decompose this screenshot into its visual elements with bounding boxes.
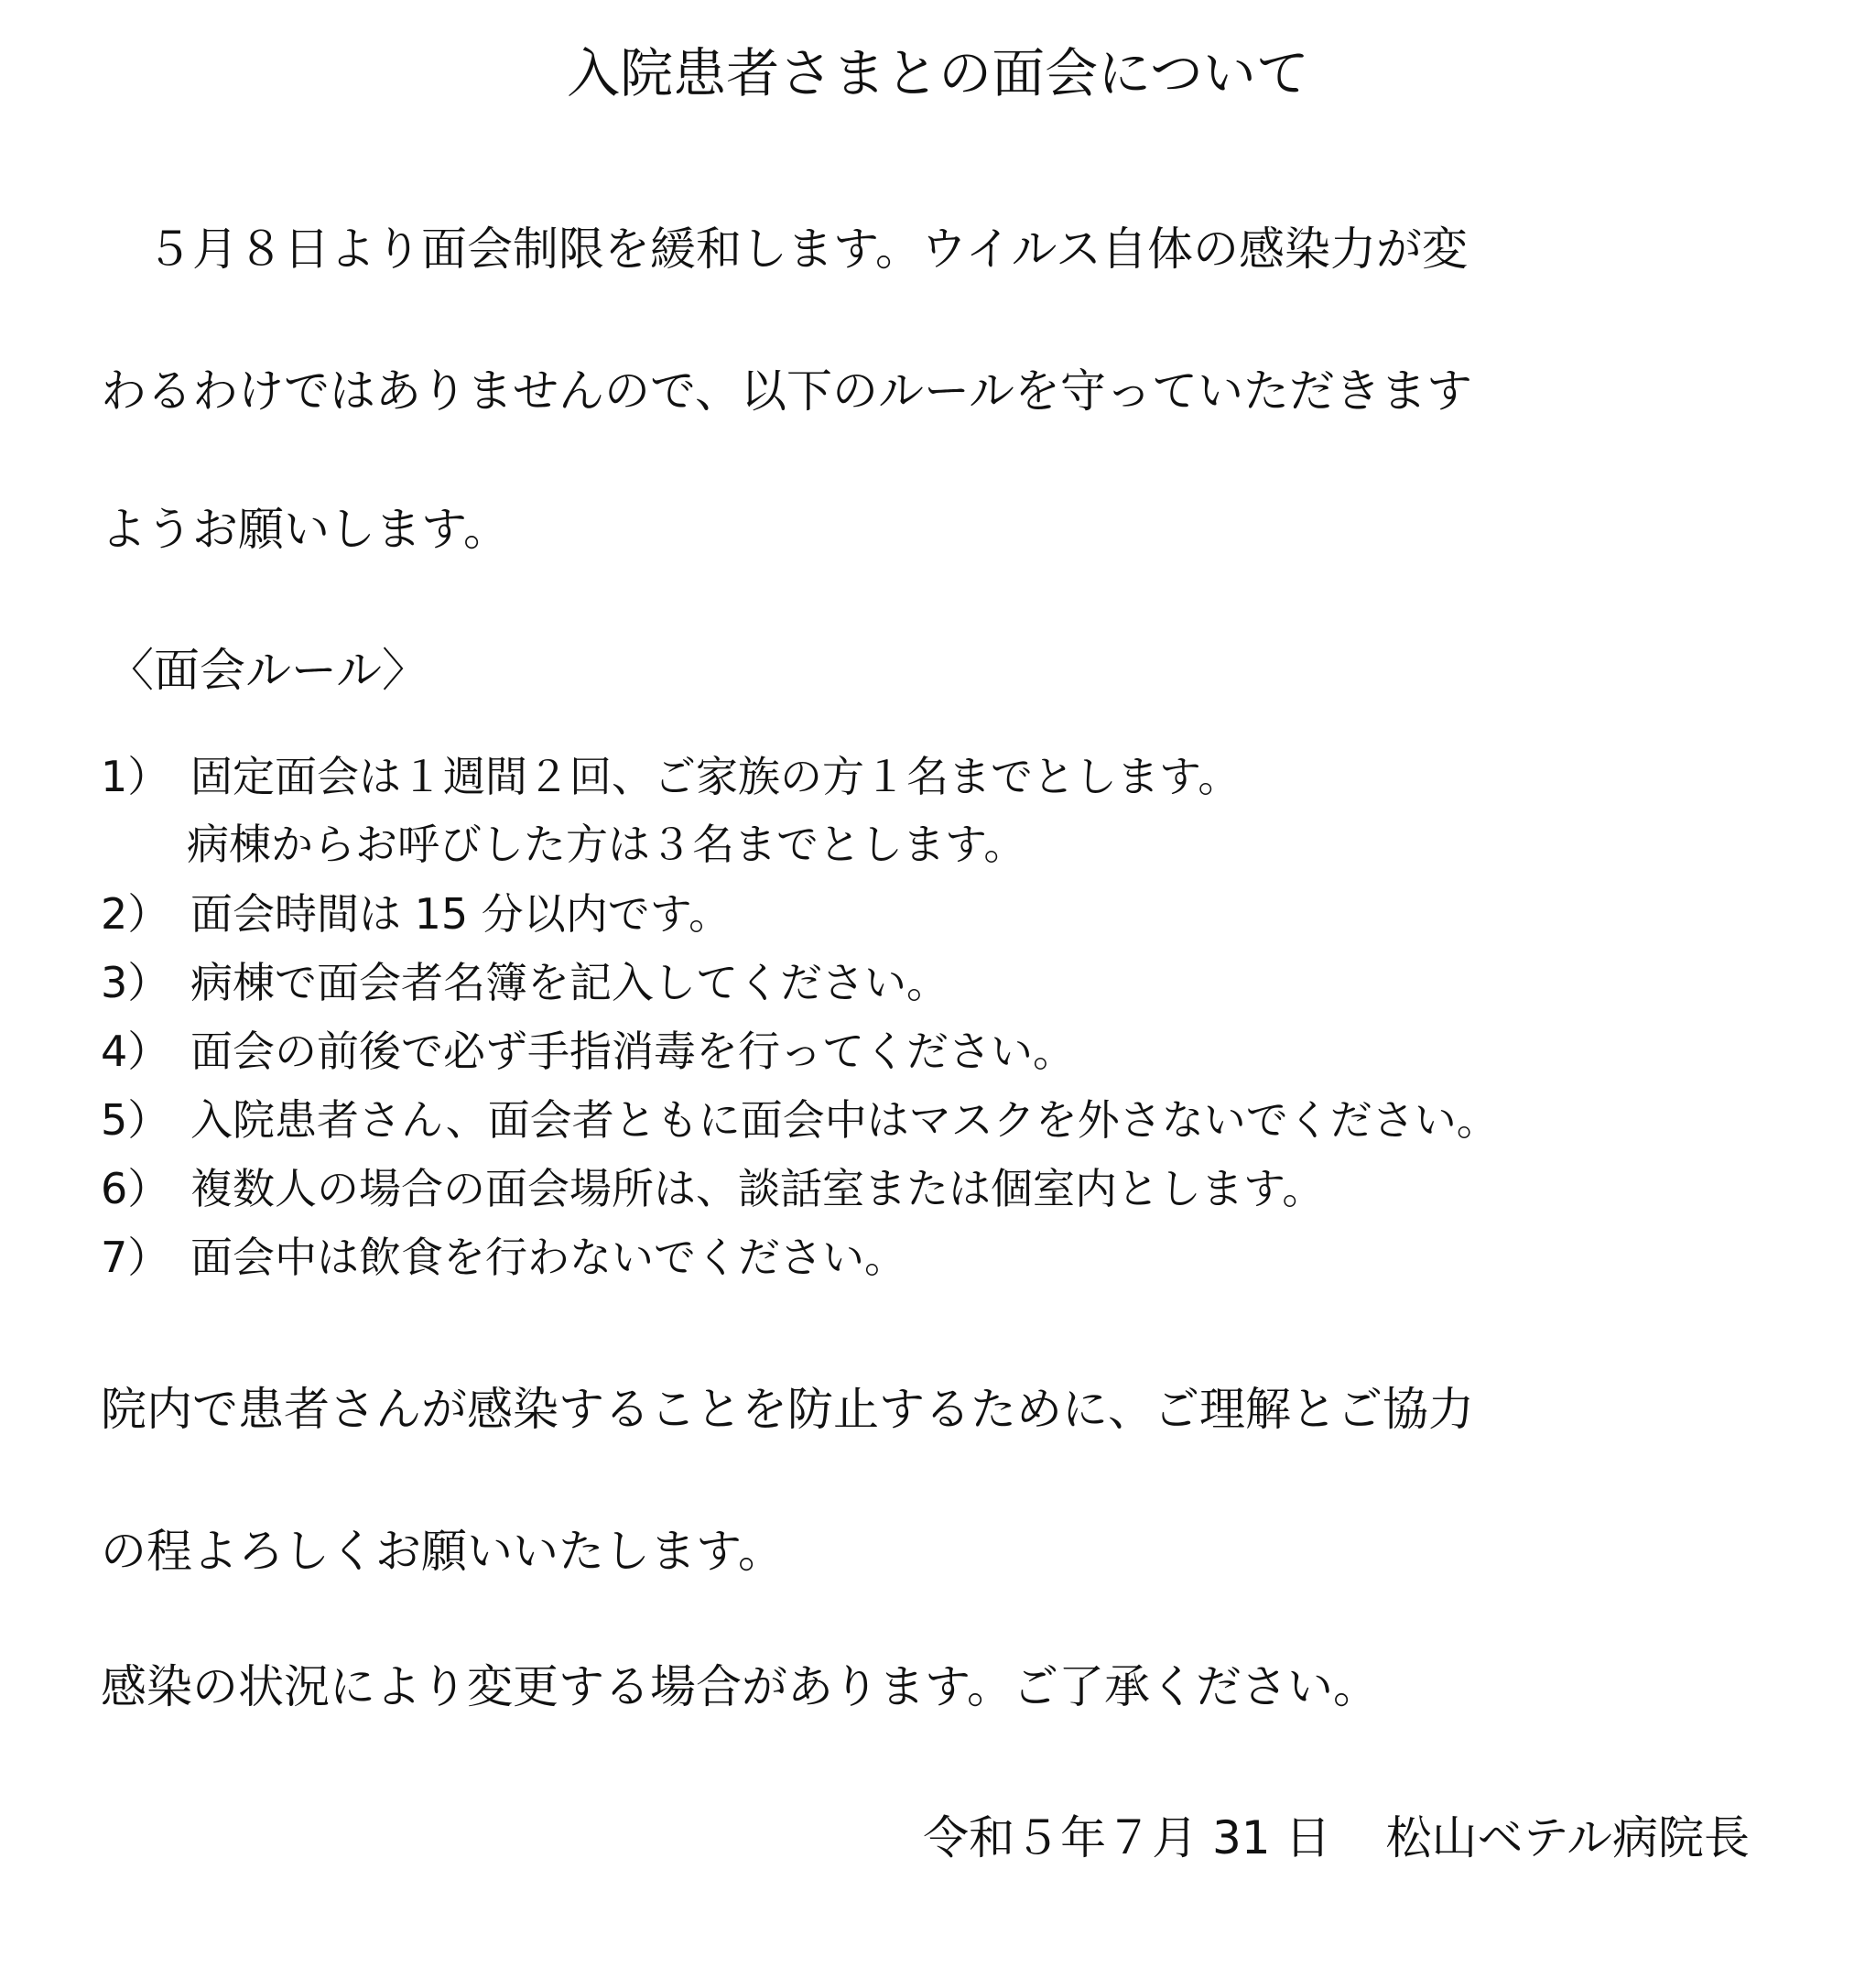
closing-line-2: の程よろしくお願いいたします。 — [101, 1525, 784, 1578]
rule-text: 病棟で面会者名簿を記入してください。 — [190, 958, 949, 1007]
change-notice: 感染の状況により変更する場合があります。ご了承ください。 — [101, 1660, 1379, 1713]
rule-number: 7） — [101, 1233, 170, 1282]
rule-item-2 — [101, 886, 731, 941]
rule-number: 6） — [101, 1164, 170, 1213]
rule-text: 複数人の場合の面会場所は、談話室または個室内とします。 — [190, 1164, 1325, 1213]
rule-text: 面会中は飲食を行わないでください。 — [190, 1233, 906, 1282]
rule-text: 入院患者さん、面会者ともに面会中はマスクを外さないでください。 — [190, 1095, 1499, 1145]
intro-line-1: ５月８日より面会制限を緩和します。ウイルス自体の感染力が変 — [101, 223, 1468, 276]
rule-item-1-continuation: 病棟からお呼びした方は３名までとします。 — [187, 820, 1026, 869]
rule-number: 3） — [101, 958, 170, 1007]
rule-item-3 — [101, 955, 949, 1010]
intro-line-2: わるわけではありませんので、以下のルールを守っていただきます — [101, 364, 1472, 418]
rule-text: 面会の前後で必ず手指消毒を行ってください。 — [190, 1027, 1075, 1076]
rule-number: 2） — [101, 889, 170, 939]
rule-number: 1） — [101, 752, 170, 801]
page-title: 入院患者さまとの面会について — [567, 42, 1309, 104]
rules-heading: 〈面会ルール〉 — [108, 644, 428, 697]
rule-item-7 — [101, 1230, 906, 1285]
signature — [923, 1809, 1750, 1867]
closing-line-1: 院内で患者さんが感染することを防止するために、ご理解とご協力 — [101, 1383, 1474, 1436]
rule-number: 4） — [101, 1027, 170, 1076]
intro-line-3: ようお願いします。 — [101, 503, 509, 556]
rule-item-5 — [101, 1092, 1499, 1147]
rule-item-1 — [101, 749, 1240, 804]
rule-item-4 — [101, 1024, 1075, 1079]
rule-item-6 — [101, 1161, 1324, 1216]
rule-text: 面会時間は 15 分以内です。 — [190, 889, 732, 939]
rule-text: 固定面会は１週間２回、ご家族の方１名までとします。 — [190, 752, 1241, 801]
signature-date: 令和５年７月 31 日 — [923, 1811, 1331, 1864]
signature-author: 松山ベテル病院長 — [1385, 1811, 1750, 1864]
rule-number: 5） — [101, 1095, 170, 1145]
